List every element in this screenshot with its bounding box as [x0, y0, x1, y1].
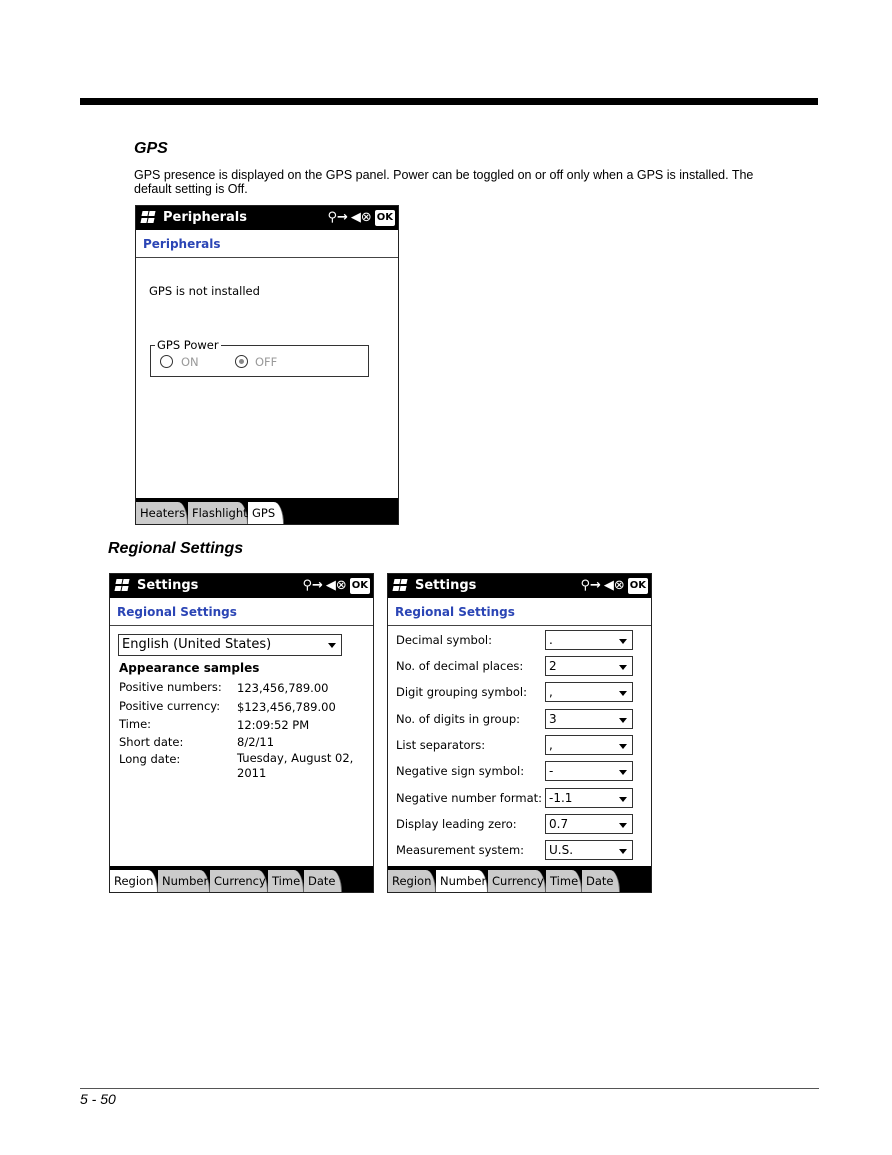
app-title: Peripherals [163, 210, 247, 225]
footer-rule [80, 1088, 819, 1089]
chevron-down-icon [619, 639, 627, 644]
sample-label: Positive numbers: [119, 680, 222, 694]
field-value: - [549, 764, 554, 778]
chevron-down-icon [328, 643, 336, 648]
field-value: -1.1 [549, 791, 573, 805]
app-title: Settings [415, 578, 477, 593]
connectivity-icon[interactable]: ⚲→ [302, 578, 323, 593]
decimal-symbol-dropdown[interactable] [545, 630, 633, 650]
sample-label: Long date: [119, 752, 181, 766]
field-value: 2 [549, 659, 557, 673]
list-separator-dropdown[interactable] [545, 735, 633, 755]
chevron-down-icon [619, 691, 627, 696]
screen-subtitle: Regional Settings [117, 605, 237, 619]
gps-description: GPS presence is displayed on the GPS panel. Power can be toggled on or off only when a GPS is installed. The default setting is Off. [134, 168, 754, 196]
field-label: No. of digits in group: [396, 712, 521, 726]
tab-bar [136, 498, 398, 524]
field-value: U.S. [549, 843, 574, 857]
volume-muted-icon[interactable]: ◀⊗ [350, 210, 372, 225]
tab-date[interactable]: Date [304, 870, 342, 892]
subtitle-divider [388, 625, 651, 626]
gps-status-text: GPS is not installed [149, 284, 260, 298]
field-label: Digit grouping symbol: [396, 685, 527, 699]
sample-value: Tuesday, August 02, [237, 751, 354, 765]
field-label: Decimal symbol: [396, 633, 492, 647]
sample-value: 8/2/11 [237, 735, 275, 749]
app-title: Settings [137, 578, 199, 593]
gps-heading: GPS [134, 140, 168, 157]
radio-off-label: OFF [255, 355, 278, 369]
sample-value: 12:09:52 PM [237, 718, 310, 732]
tab-currency[interactable]: Currency [488, 870, 546, 892]
tab-time[interactable]: Time [268, 870, 304, 892]
screen-subtitle: Peripherals [143, 237, 221, 251]
radio-on[interactable] [160, 355, 173, 368]
region-screenshot [109, 573, 374, 893]
gps-screenshot [135, 205, 399, 525]
sample-label: Positive currency: [119, 699, 221, 713]
sample-value: 123,456,789.00 [237, 681, 329, 695]
field-label: Display leading zero: [396, 817, 517, 831]
windows-start-icon[interactable] [141, 211, 155, 224]
tab-heaters[interactable]: Heaters [136, 502, 188, 524]
tab-number[interactable]: Number [158, 870, 210, 892]
field-value: , [549, 685, 553, 699]
field-label: Negative sign symbol: [396, 764, 525, 778]
volume-muted-icon[interactable]: ◀⊗ [325, 578, 347, 593]
ok-button[interactable]: OK [628, 578, 648, 594]
field-label: Measurement system: [396, 843, 525, 857]
connectivity-icon[interactable]: ⚲→ [327, 210, 348, 225]
ok-button[interactable]: OK [375, 210, 395, 226]
sample-label: Time: [119, 717, 152, 731]
gps-power-label: GPS Power [157, 338, 219, 352]
decimal-places-dropdown[interactable] [545, 656, 633, 676]
tab-time[interactable]: Time [546, 870, 582, 892]
tab-currency[interactable]: Currency [210, 870, 268, 892]
windows-start-icon[interactable] [115, 579, 129, 592]
field-value: 0.7 [549, 817, 569, 831]
field-value: . [549, 633, 553, 647]
tab-flashlight[interactable]: Flashlight [188, 502, 248, 524]
tab-date[interactable]: Date [582, 870, 620, 892]
header-rule [80, 98, 818, 105]
regional-heading: Regional Settings [108, 540, 244, 557]
radio-off[interactable] [235, 355, 248, 368]
tab-region[interactable]: Region [388, 870, 436, 892]
chevron-down-icon [619, 797, 627, 802]
sample-label: Short date: [119, 735, 184, 749]
field-label: List separators: [396, 738, 486, 752]
title-bar [110, 574, 373, 598]
subtitle-divider [110, 625, 373, 626]
samples-heading: Appearance samples [119, 661, 260, 675]
locale-dropdown[interactable] [118, 634, 342, 656]
negative-sign-dropdown[interactable] [545, 761, 633, 781]
field-label: No. of decimal places: [396, 659, 524, 673]
tab-bar [110, 866, 373, 892]
leading-zero-dropdown[interactable] [545, 814, 633, 834]
tab-bar [388, 866, 651, 892]
field-value: 3 [549, 712, 557, 726]
title-bar [388, 574, 651, 598]
tab-gps[interactable]: GPS [248, 502, 284, 524]
windows-start-icon[interactable] [393, 579, 407, 592]
chevron-down-icon [619, 718, 627, 723]
connectivity-icon[interactable]: ⚲→ [580, 578, 601, 593]
screen-subtitle: Regional Settings [395, 605, 515, 619]
locale-value: English (United States) [122, 637, 272, 652]
sample-value: 2011 [237, 766, 267, 780]
measurement-system-dropdown[interactable] [545, 840, 633, 860]
negative-format-dropdown[interactable] [545, 788, 633, 808]
sample-value: $123,456,789.00 [237, 700, 336, 714]
subtitle-divider [136, 257, 398, 258]
digits-in-group-dropdown[interactable] [545, 709, 633, 729]
chevron-down-icon [619, 744, 627, 749]
tab-number[interactable]: Number [436, 870, 488, 892]
chevron-down-icon [619, 770, 627, 775]
title-bar [136, 206, 398, 230]
chevron-down-icon [619, 823, 627, 828]
field-label: Negative number format: [396, 791, 543, 805]
page-number: 5 - 50 [80, 1091, 116, 1107]
tab-region[interactable]: Region [110, 870, 158, 892]
ok-button[interactable]: OK [350, 578, 370, 594]
digit-grouping-dropdown[interactable] [545, 682, 633, 702]
number-screenshot [387, 573, 652, 893]
volume-muted-icon[interactable]: ◀⊗ [603, 578, 625, 593]
radio-on-label: ON [181, 355, 199, 369]
gps-power-group [150, 338, 369, 377]
chevron-down-icon [619, 849, 627, 854]
field-value: , [549, 738, 553, 752]
chevron-down-icon [619, 665, 627, 670]
